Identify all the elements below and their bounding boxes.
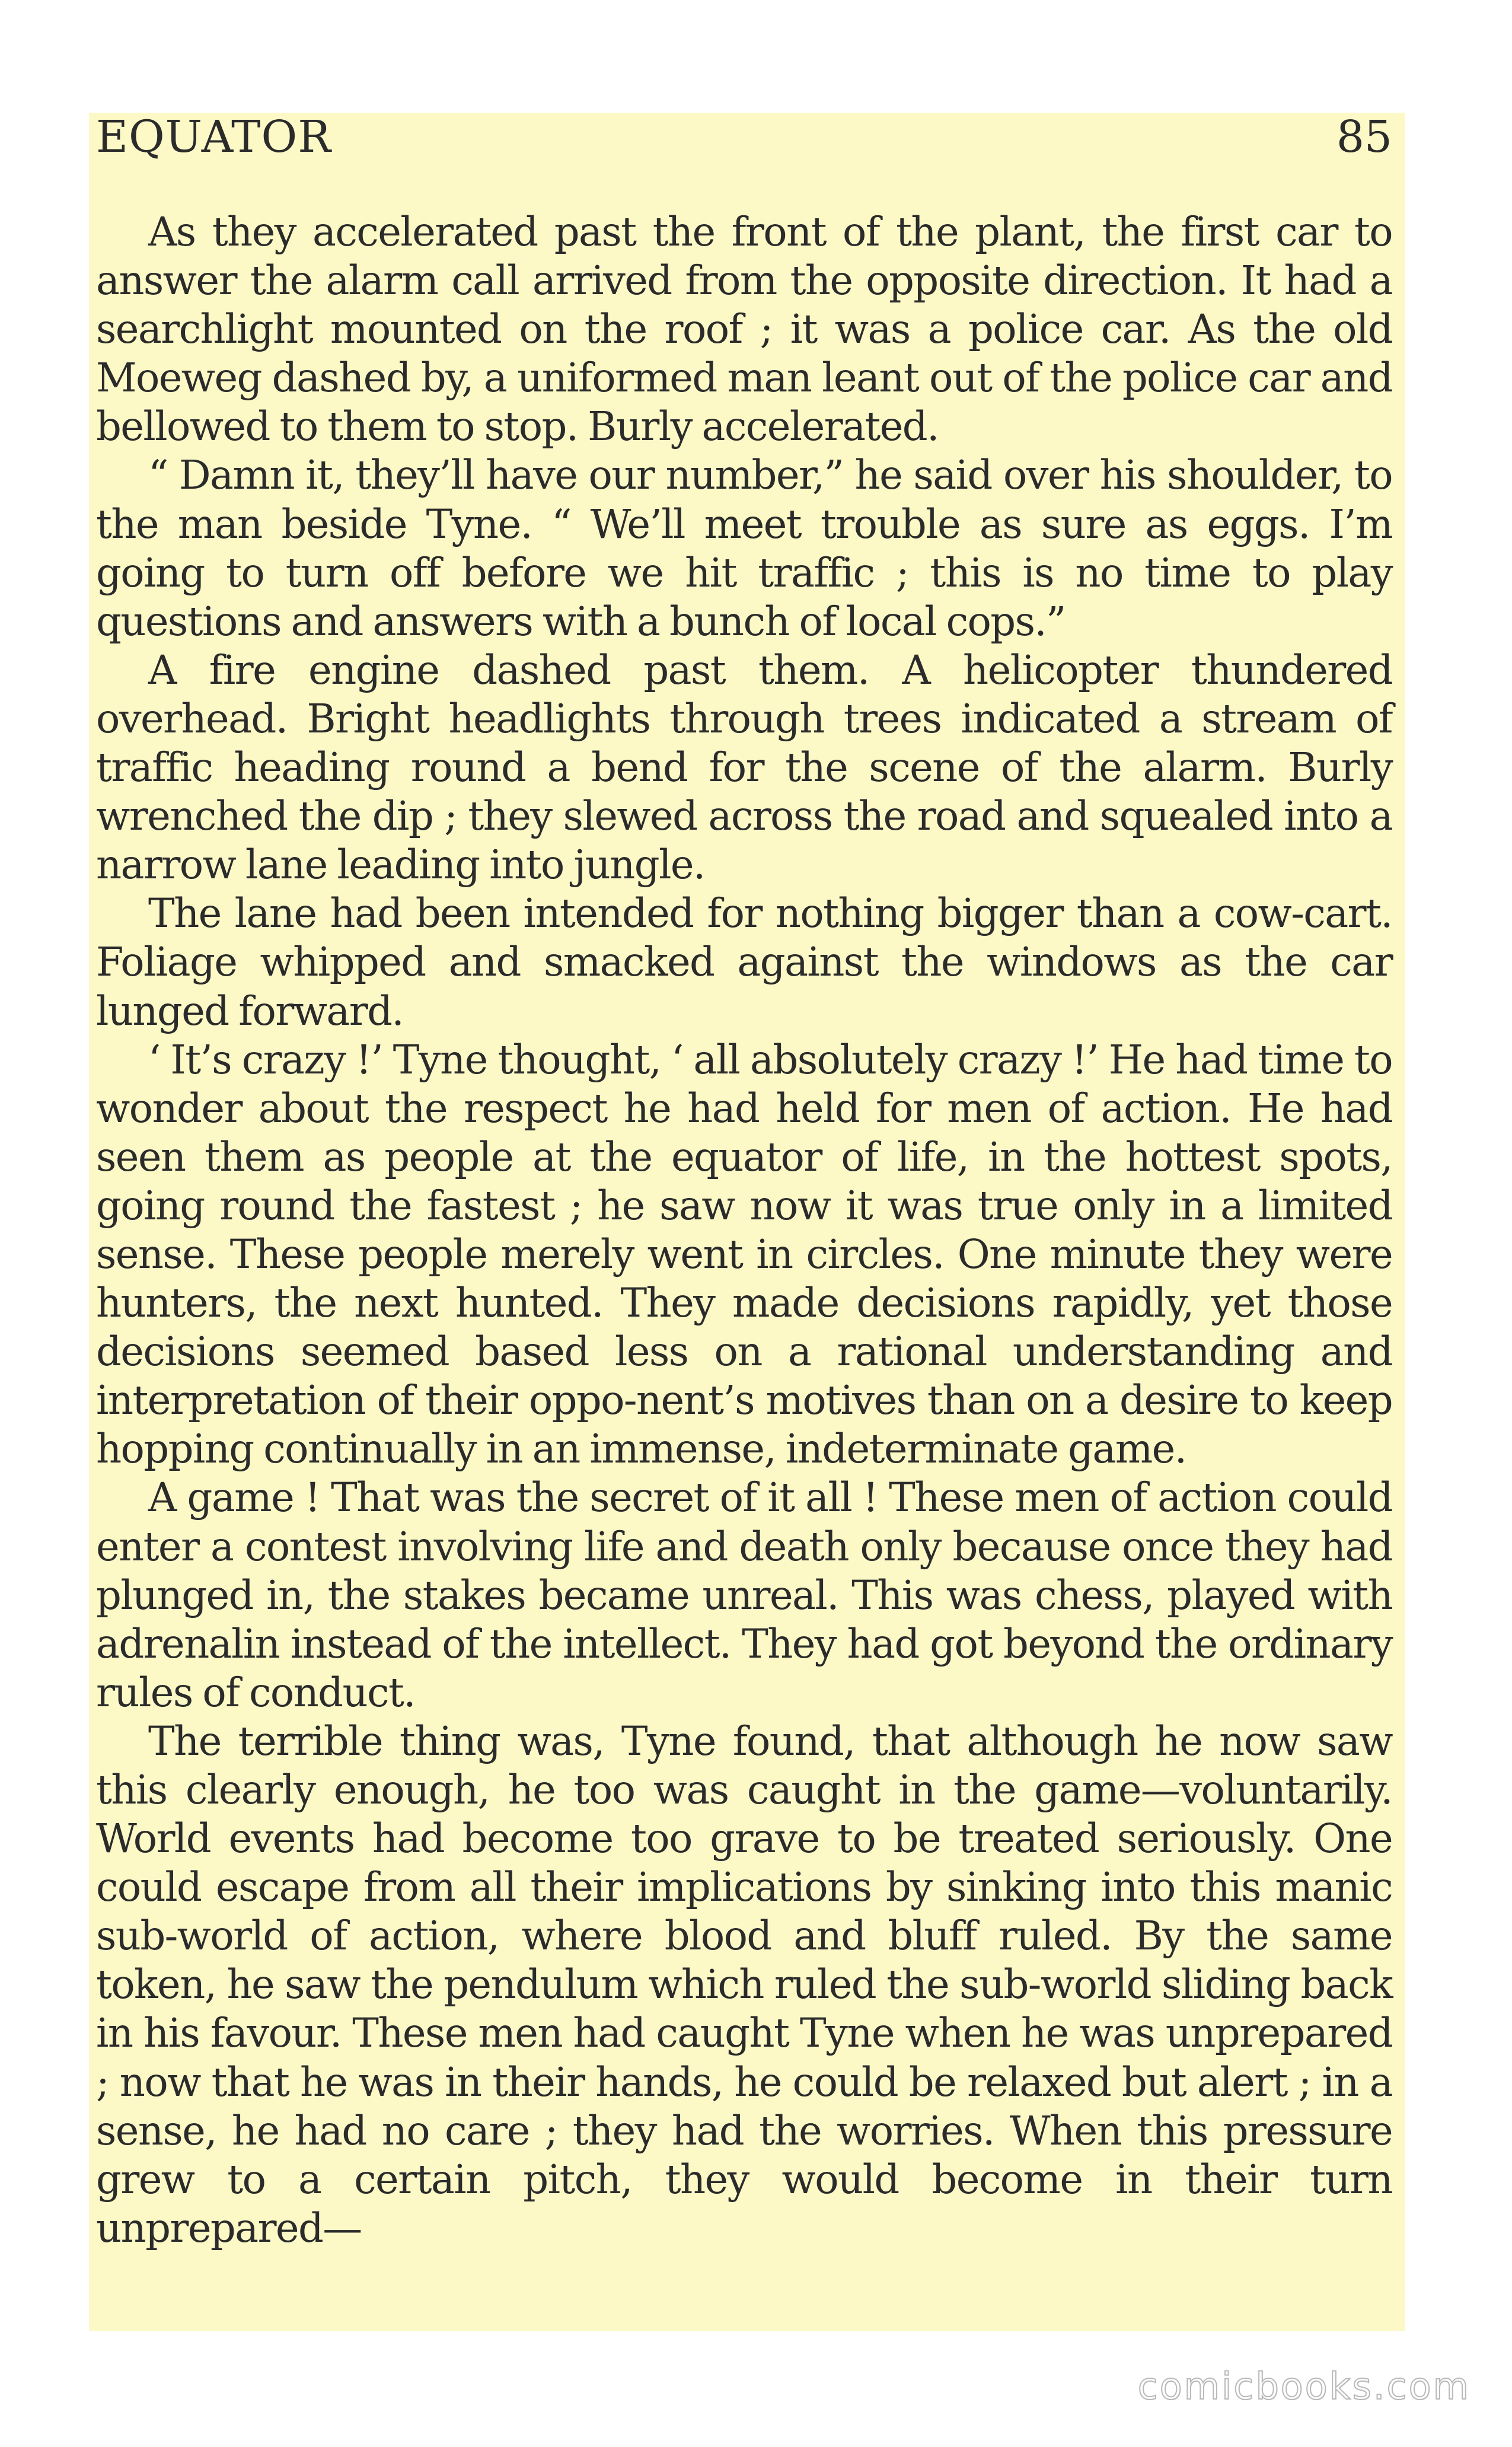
- running-head: EQUATOR: [96, 111, 331, 163]
- paragraph: The terrible thing was, Tyne found, that although he now saw this clearly enough, he too was caught in the game—voluntarily. World events had become too grave to be treated seriously. One could escape from all their implications by sinking into this manic sub-world of action, where blood and bluff ruled. By the same token, he saw the pendulum which ruled the sub-world sliding back in his favour. These men had caught Tyne when he was unprepared ; now that he was in their hands, he could be relaxed but alert ; in a sense, he had no care ; they had the worries. When this pressure grew to a certain pitch, they would become in their turn unprepared—: [96, 1718, 1392, 2251]
- paragraph: “ Damn it, they’ll have our number,” he said over his shoulder, to the man beside Tyne. “ We’ll meet trouble as sure as eggs. I’m going to turn off before we hit traffic ; this is no time to play questions and answers with a bunch of local cops.”: [96, 452, 1392, 645]
- paragraph: As they accelerated past the front of the plant, the first car to answer the alarm call arrived from the opposite direction. It had a searchlight mounted on the roof ; it was a police car. As the old Moeweg dashed by, a uniformed man leant out of the police car and bellowed to them to stop. Burly accelerated.: [96, 209, 1392, 450]
- paragraph: A fire engine dashed past them. A helicopter thundered overhead. Bright headlights through trees indicated a stream of traffic heading round a bend for the scene of the alarm. Burly wrenched the dip ; they slewed across the road and squealed into a narrow lane leading into jungle.: [96, 646, 1392, 888]
- paragraph: A game ! That was the secret of it all ! These men of action could enter a contest involving life and death only because once they had plunged in, the stakes became unreal. This was chess, played with adrenalin instead of the intellect. They had got beyond the ordinary rules of conduct.: [96, 1474, 1392, 1716]
- page-number: 85: [1336, 111, 1392, 163]
- paragraph: ‘ It’s crazy !’ Tyne thought, ‘ all absolutely crazy !’ He had time to wonder about the respect he had held for men of action. He had seen them as people at the equator of life, in the hottest spots, going round the fastest ; he saw now it was true only in a limited sense. These people merely went in circles. One minute they were hunters, the next hunted. They made decisions rapidly, yet those decisions seemed based less on a rational understanding and interpretation of their oppo-nent’s motives than on a desire to keep hopping continually in an immense, indeterminate game.: [96, 1036, 1392, 1473]
- watermark: comicbooks.com: [1137, 2365, 1470, 2408]
- page-header: [96, 100, 1401, 171]
- paragraph: The lane had been intended for nothing bigger than a cow-cart. Foliage whipped and smacked against the windows as the car lunged forward.: [96, 890, 1392, 1034]
- body-text: [96, 208, 1392, 2252]
